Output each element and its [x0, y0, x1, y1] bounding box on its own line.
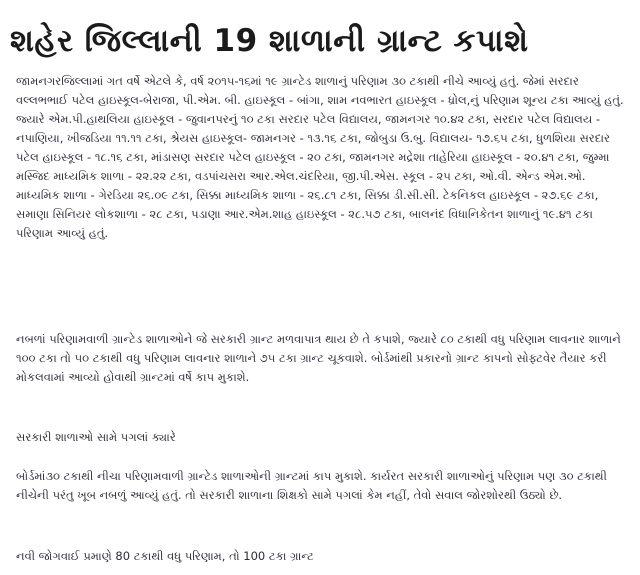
paragraph-grant-cut: નબળાં પરિણામવાળી ગ્રાન્ટેડ શાળાઓને જે સરકારી ગ્રાન્ટ મળવાપાત્ર થાય છે તે કપાશે, જ્યારે ૮૦ ટકાથી વધુ પરિણામ લાવનાર શાળાને ૧૦૦ ટકા તો ૫૦ ટકાથી વધુ પરિણામ લાવનાર શાળાને ૭૫ ટકા ગ્રાન્ટ ચૂકવાશે. બોર્ડમાંથી પ્રકારનો ગ્રાન્ટ કાપનો સોફ્ટવેર તૈયાર કરી મોકલવામાં આવ્યો હોવાથી ગ્રાન્ટમાં વર્ષે કાપ મુકાશે. — [16, 332, 621, 384]
subheading: સરકારી શાળાઓ સામે પગલાં ક્યારે — [16, 430, 176, 444]
paragraph-results-list: જામનગરજિલ્લામાં ગત વર્ષે એટલે કે, વર્ષ ૨૦૧૫-૧૬માં ૧૯ ગ્રાન્ટેડ શાળાનું પરિણામ ૩૦ ટકાથી નીચે આવ્યું હતું. જેમાં સરદાર વલ્લભભાઈ પટેલ હાઇસ્કૂલ-બેરાજા, પી.એમ. બી. હાઇસ્કૂલ - બાંગા, શામ નવભારત હાઇસ્કૂલ - ધ્રોલ,નું પરિણામ શૂન્ય ટકા આવ્યું હતું. જ્યારે એમ.પી.હાથલિયા હાઇસ્કૂલ - જુવાનપરનું ૧૦ ટકા સરદાર પટેલ વિદ્યાલય, જામનગર ૧૦.૪૨ ટકા, સરદાર પટેલ વિદ્યાલય - નપાણિયા, ખીજડિયા ૧૧.૧૧ ટકા, શ્રેયસ હાઇસ્કૂલ- જામનગર - ૧૩.૧૬ ટકા, જોબુડા ઉ.બુ. વિદ્યાલય- ૧૭.૬૫ ટકા, ધુળશિયા સરદાર પટેલ હાઇસ્કૂલ - ૧૮.૧૬ ટકા, માંડાસણ સરદાર પટેલ હાઇસ્કૂલ - ૨૦ ટકા, જામનગર મદ્રેશા તાહેરિયા હાઇસ્કૂલ - ૨૦.૪૧ ટકા, જુમ્મા મસ્જિદ માધ્યમિક શાળા - ૨૨.૨૨ ટકા, વડપાંચસરા આર.એલ.ચંદરિયા, જી.પી.એસ. સ્કૂલ - ૨૫ ટકા, ઓ.વી. એન્ડ એમ.ઓ. માધ્યમિક શાળા - ગેરડિયા ૨૬.૦૯ ટકા, સિક્કા માધ્યમિક શાળા - ૨૬.૮૧ ટકા, સિક્કા ડી.સી.સી. ટેકનિકલ હાઇસ્કૂલ - ૨૭.૬૯ ટકા, સમાણા સિનિયર લોકશાળા - ૨૮ ટકા, પડાણા આર.એમ.શાહ હાઇસ્કૂલ - ૨૮.૫૭ ટકા, બાલનંદ વિધાનિકેતન શાળાનું ૧૯.૪૧ ટકા પરિણામ આવ્યું હતું. — [16, 74, 624, 240]
headline: શહેર જિલ્લાની 19 શાળાની ગ્રાન્ટ કપાશે — [10, 23, 529, 59]
paragraph-new-provision: નવી જોગવાઈ પ્રમાણે 80 ટકાથી વધુ પરિણામ, તો 100 ટકા ગ્રાન્ટ — [16, 549, 314, 563]
paragraph-government-schools: બોર્ડમાં૩૦ ટકાથી નીચા પરિણામવાળી ગ્રાન્ટેડ શાળાઓની ગ્રાન્ટમાં કાપ મુકાશે. કાર્યરત સરકારી શાળાઓનું પરિણામ પણ ૩૦ ટકાથી નીચેની પરંતુ ખૂબ નબળું આવ્યું હતું. તો સરકારી શાળાના શિક્ષકો સામે પગલાં કેમ નહીં, તેવો સવાલ જોરશોરથી ઉઠ્યો છે. — [16, 469, 607, 502]
